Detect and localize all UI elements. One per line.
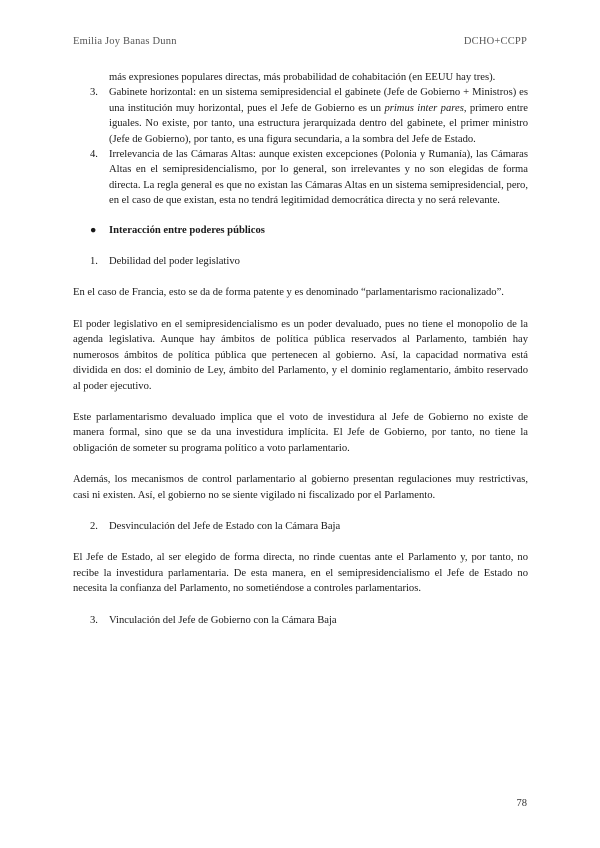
- list-item-number: 4.: [90, 149, 98, 161]
- subsection-heading-2: [73, 519, 528, 534]
- continuation-text: más expresiones populares directas, más probabilidad de cohabitación (en EEUU hay tres).: [109, 72, 496, 83]
- paragraph: Este parlamentarismo devaluado implica que el voto de investidura al Jefe de Gobierno no existe de manera formal, sino que se da una investidura implícita. El Jefe de Gobierno, por tanto, no tiene la obligación de someter su programa político a voto parlamentario.: [73, 411, 528, 454]
- page-number: 78: [516, 798, 527, 809]
- header-author: Emilia Joy Banas Dunn: [73, 36, 177, 47]
- subsection-title: Desvinculación del Jefe de Estado con la Cámara Baja: [109, 520, 341, 532]
- subsection-number: 1.: [90, 256, 98, 268]
- list-item-4: [73, 147, 528, 209]
- subsection-title: Debilidad del poder legislativo: [109, 256, 240, 268]
- section-heading: [73, 223, 528, 238]
- header-course: DCHO+CCPP: [463, 36, 527, 47]
- paragraph: En el caso de Francia, esto se da de forma patente y es denominado “parlamentarismo racionalizado”.: [73, 287, 504, 299]
- list-item-text-before: Gabinete horizontal: en un sistema semipresidencial el gabinete (Jefe de Gobierno + Ministros) es una institución muy horizontal, pues el Jefe de Gobierno es un: [109, 87, 528, 114]
- subsection-heading-3: [73, 613, 528, 628]
- list-item-italic: primus inter pares: [384, 102, 464, 114]
- list-item-text: Irrelevancia de las Cámaras Altas: aunque existen excepciones (Polonia y Rumanía), las Cámaras Altas en el semipresidencialismo, por lo general, son irrelevantes y no son elegidas de forma directa. La regla general es que no existan las Cámaras Altas en un sistema semipresidencial, pero, en el caso de que existan, esta no tendrá legitimidad democrática directa y no será relevante.: [109, 149, 528, 207]
- subsection-number: 3.: [90, 614, 98, 626]
- subsection-number: 2.: [90, 520, 98, 532]
- list-item-3: [73, 85, 528, 147]
- bullet-icon: ●: [90, 224, 97, 236]
- subsection-title: Vinculación del Jefe de Gobierno con la Cámara Baja: [109, 614, 337, 626]
- paragraph: El Jefe de Estado, al ser elegido de forma directa, no rinde cuentas ante el Parlamento y, por tanto, no recibe la investidura parlamentaria. De esta manera, en el semipresidencialismo el Jefe de Estado no necesita la confianza del Parlamento, no sometiéndose a controles parlamentarios.: [73, 552, 528, 595]
- list-item-number: 3.: [90, 87, 98, 99]
- list-item-text-after: , primero entre iguales. No existe, por tanto, una estructura jerarquizada dentro del gabinete, el primer ministro (Jefe de Gobierno), por tanto, es una figura secundaria, a la sombra del Jefe de Estado.: [109, 102, 529, 145]
- paragraph: El poder legislativo en el semipresidencialismo es un poder devaluado, pues no tiene el monopolio de la agenda legislativa. Aunque hay ámbitos de política pública reservados al Parlamento, también hay numerosos ámbitos de política pública que pertenecen al gobierno. Así, la capacidad normativa está dividida en dos: el dominio de Ley, ámbito del Parlamento, y el dominio reglamentario, ámbito reservado al poder ejecutivo.: [73, 318, 528, 392]
- subsection-heading-1: [73, 254, 528, 269]
- paragraph: Además, los mecanismos de control parlamentario al gobierno presentan regulaciones muy restrictivas, casi ni existen. Así, el gobierno no se siente vigilado ni fiscalizado por el Parlamento.: [73, 474, 528, 501]
- page-body: [73, 70, 528, 628]
- section-title: Interacción entre poderes públicos: [109, 224, 265, 236]
